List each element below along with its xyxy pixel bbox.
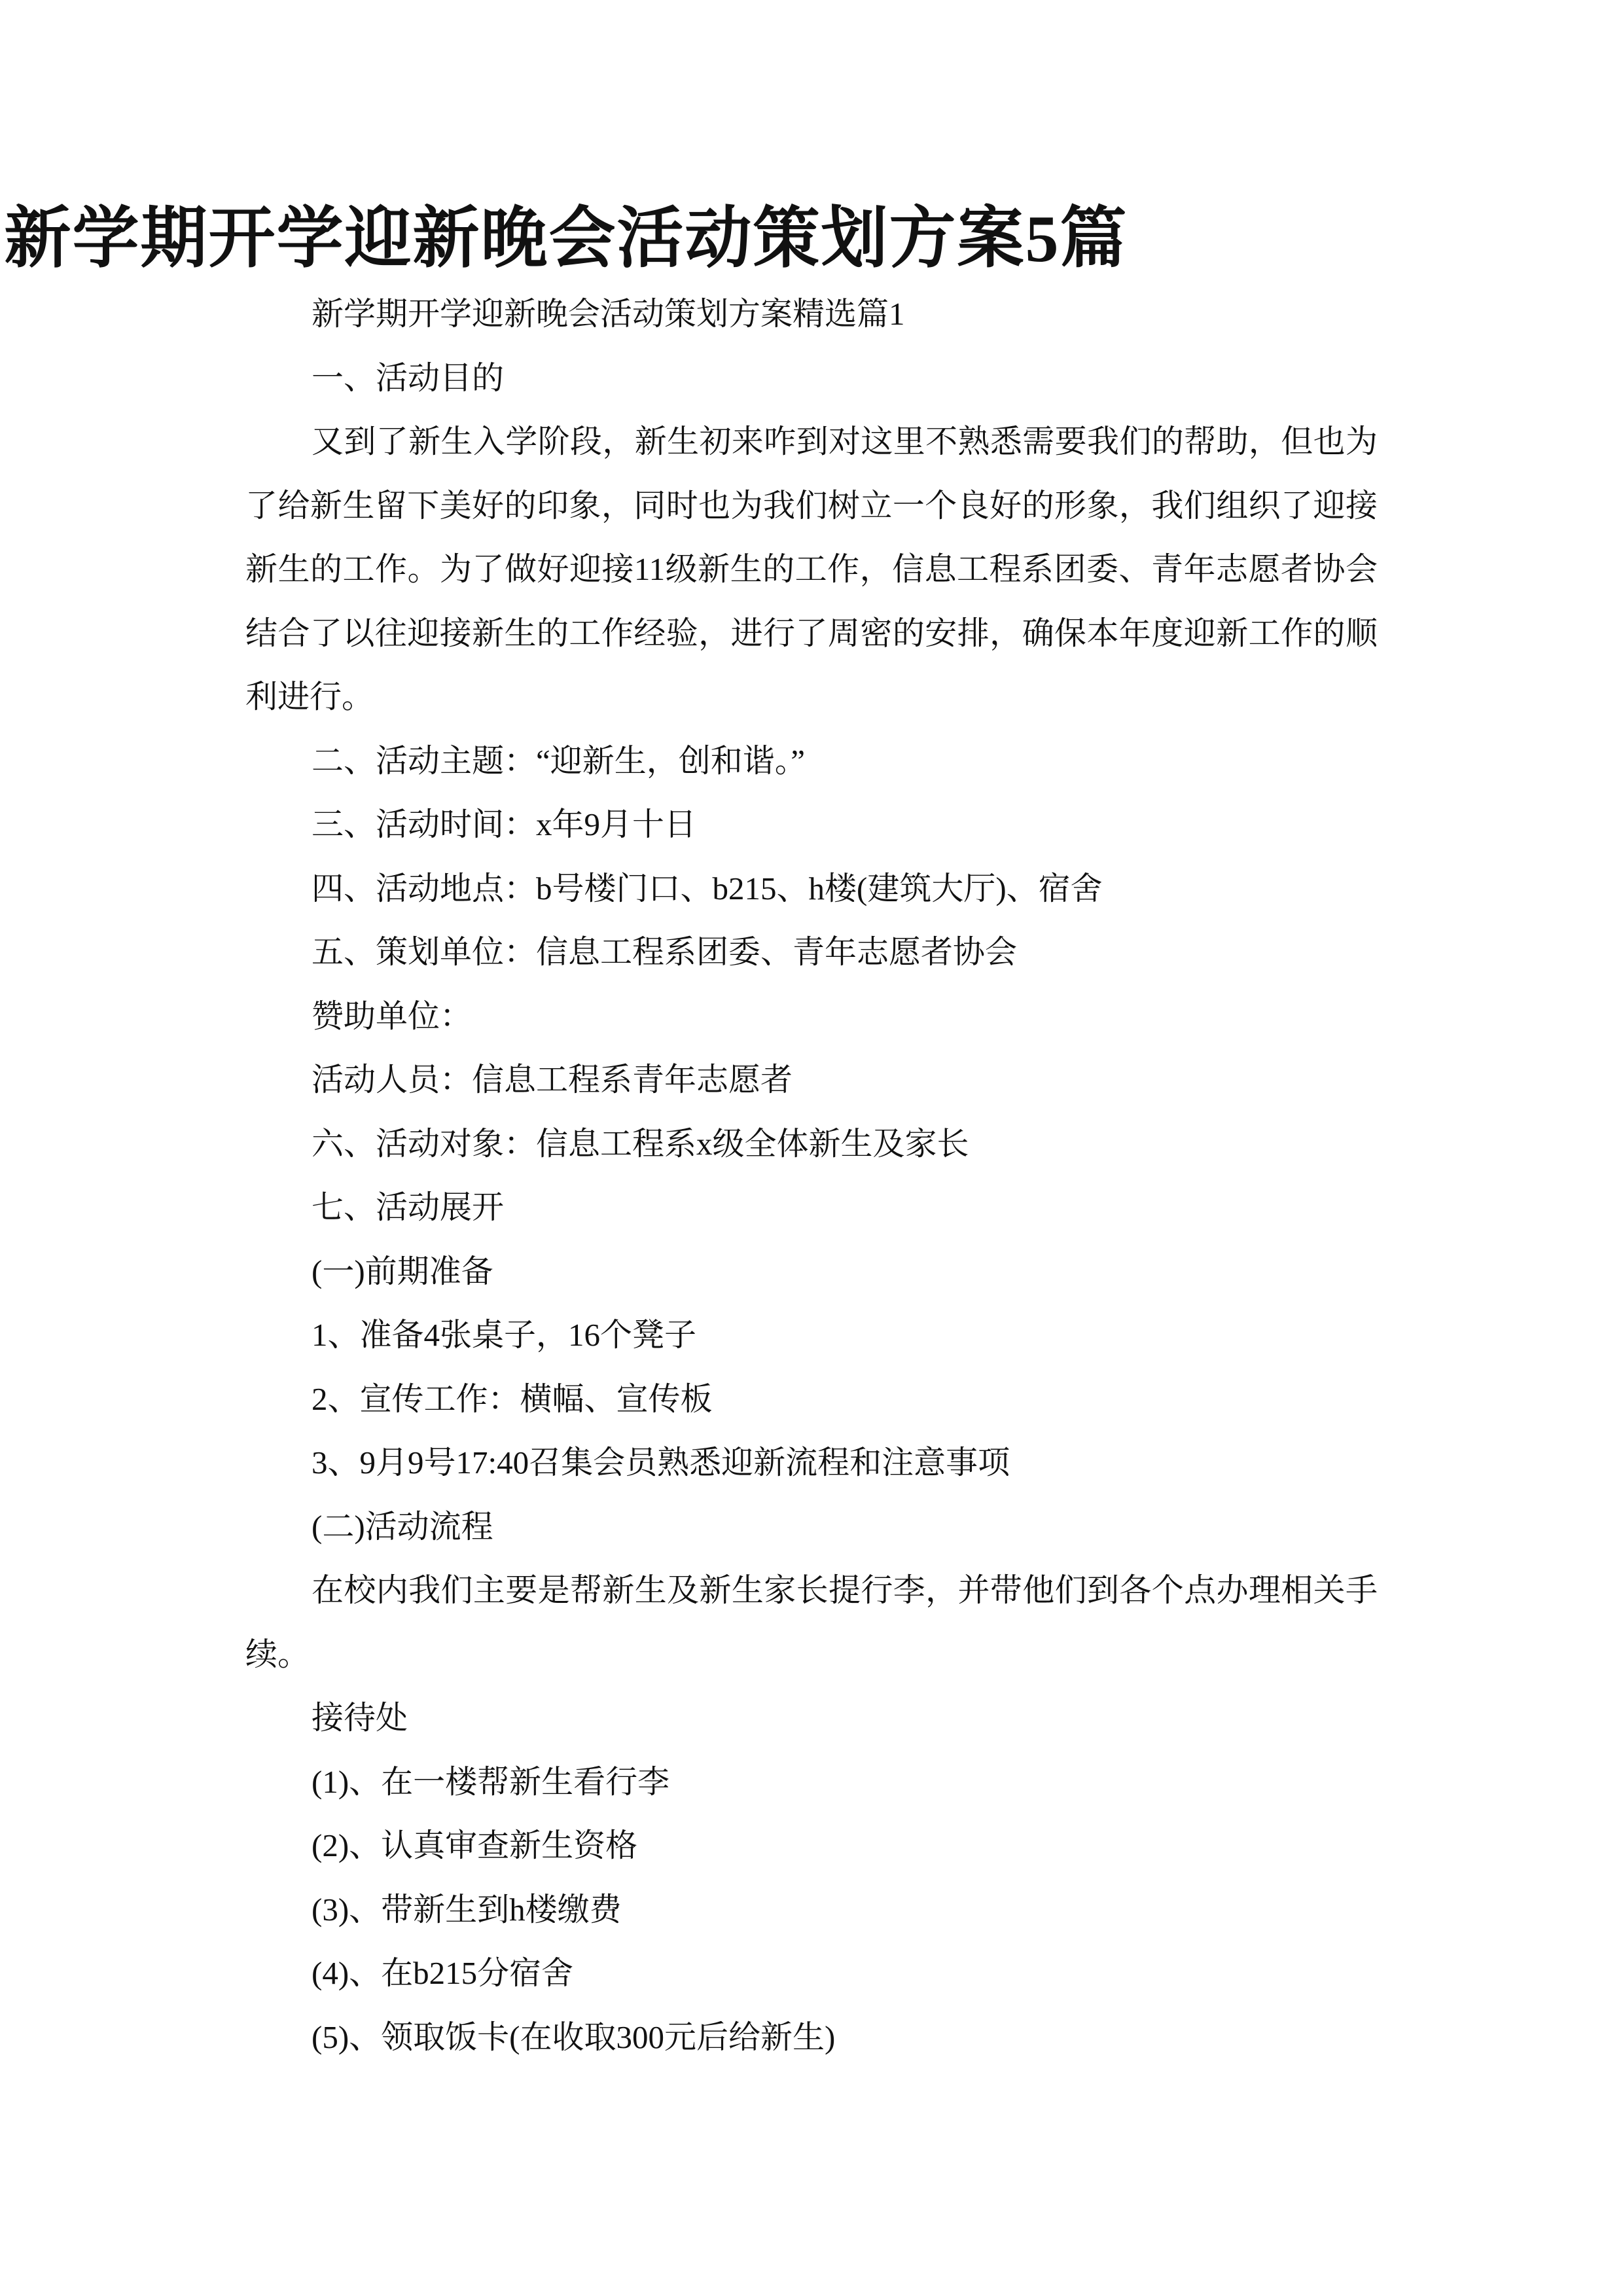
paragraph: 新学期开学迎新晚会活动策划方案精选篇1 [312,296,905,332]
paragraph: (2)、认真审查新生资格 [312,1827,638,1863]
paragraph: 赞助单位： [312,997,473,1034]
paragraph: (4)、在b215分宿舍 [312,1955,574,1991]
paragraph: 七、活动展开 [312,1189,505,1225]
paragraph: 2、宣传工作：横幅、宣传板 [312,1380,713,1417]
paragraph: (一)前期准备 [312,1253,493,1289]
paragraph: 接待处 [312,1700,408,1736]
paragraph: 活动人员：信息工程系青年志愿者 [312,1062,793,1098]
paragraph: (3)、带新生到h楼缴费 [312,1891,622,1928]
paragraph: 一、活动目的 [312,359,505,396]
paragraph: (1)、在一楼帮新生看行李 [312,1763,670,1800]
document-title: 新学期开学迎新晚会活动策划方案5篇 [4,202,1128,276]
paragraph: 五、策划单位：信息工程系团委、青年志愿者协会 [312,934,1018,970]
paragraph: 1、准备4张桌子，16个凳子 [312,1317,697,1353]
paragraph: (二)活动流程 [312,1508,493,1545]
paragraph: 在校内我们主要是帮新生及新生家长提行李，并带他们到各个点办理相关手续。 [245,1572,1378,1672]
paragraph: 又到了新生入学阶段，新生初来咋到对这里不熟悉需要我们的帮助，但也为了给新生留下美好的印象，同时也为我们树立一个良好的形象，我们组织了迎接新生的工作。为了做好迎接11级新生的工作，信息工程系团委、青年志愿者协会结合了以往迎接新生的工作经验，进行了周密的安排，确保本年度迎新工作的顺利进行。 [245,423,1378,715]
document-body [245,282,1378,2069]
paragraph: 四、活动地点：b号楼门口、b215、h楼(建筑大厅)、宿舍 [312,870,1103,906]
paragraph: 3、9月9号17:40召集会员熟悉迎新流程和注意事项 [312,1444,1010,1480]
paragraph: 二、活动主题：“迎新生，创和谐。” [312,742,805,779]
paragraph: 六、活动对象：信息工程系x级全体新生及家长 [312,1125,969,1162]
paragraph: 三、活动时间：x年9月十日 [312,806,697,842]
paragraph: (5)、领取饭卡(在收取300元后给新生) [312,2018,836,2055]
